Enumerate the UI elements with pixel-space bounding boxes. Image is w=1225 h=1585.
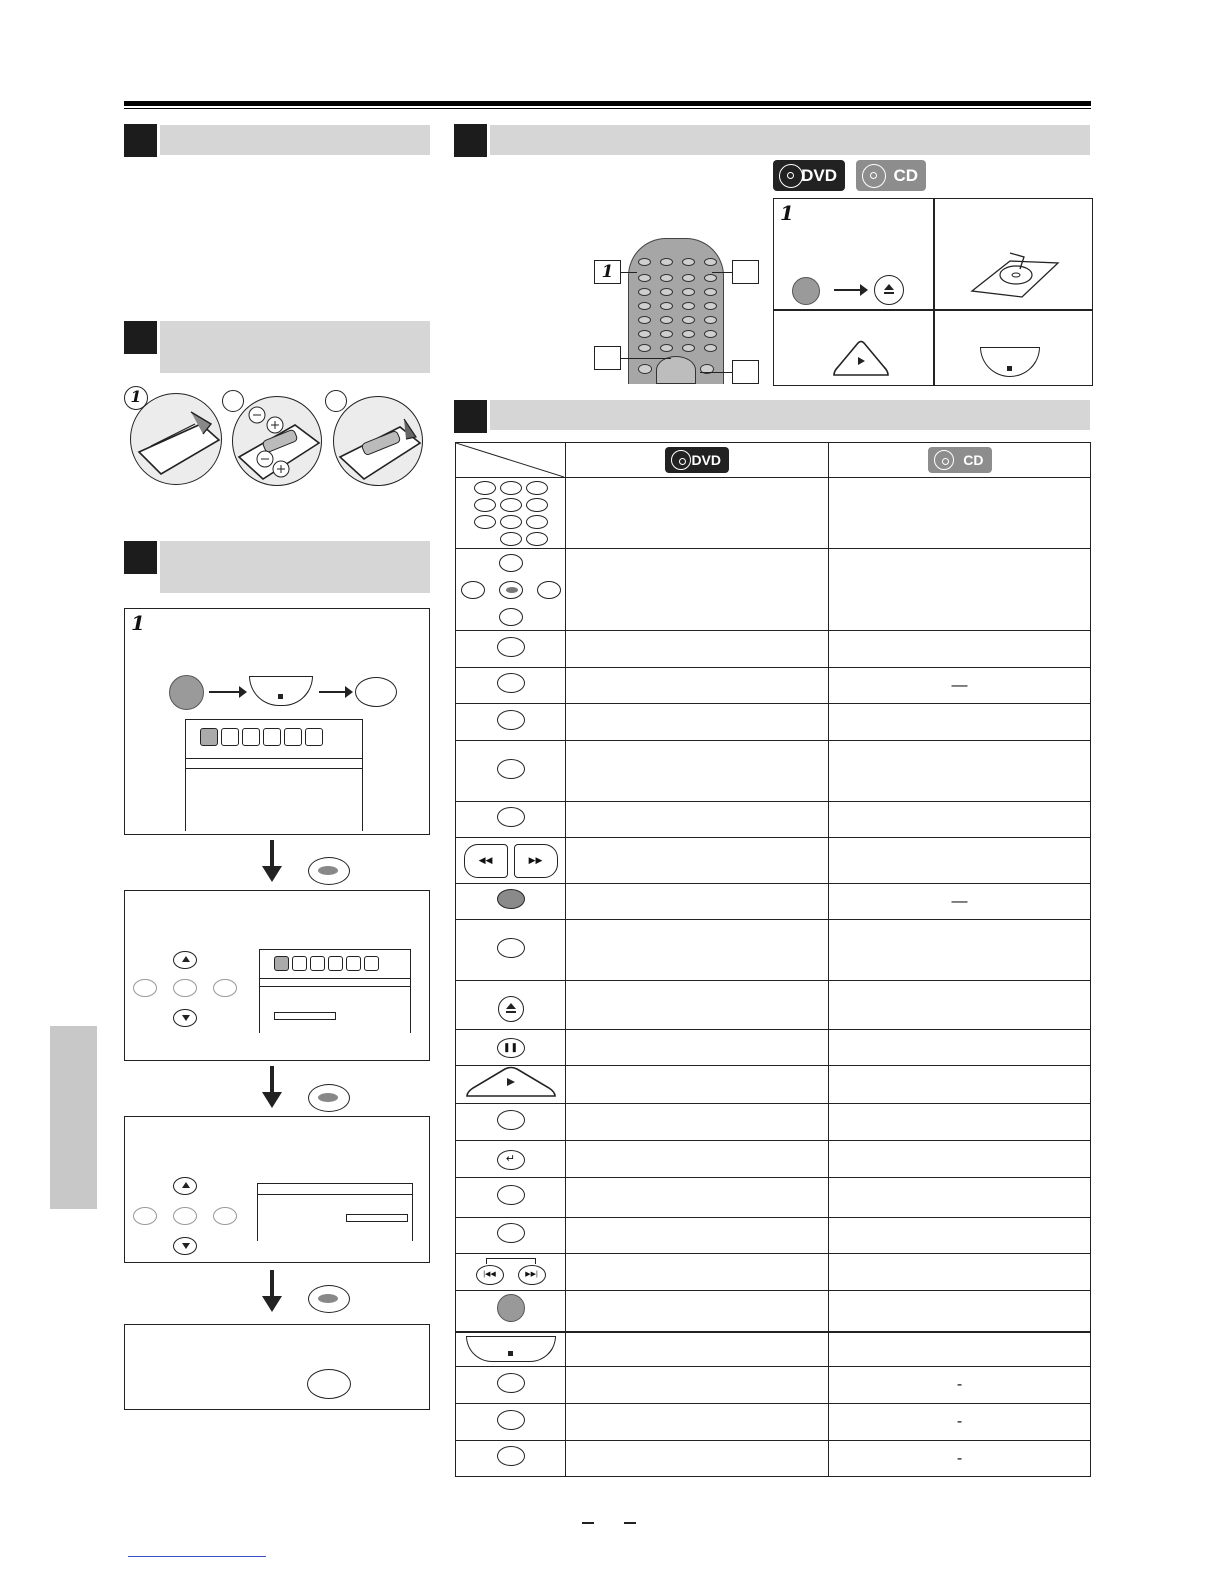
- section-bar-intro: [160, 125, 430, 155]
- row-dvd-cell: [566, 741, 829, 802]
- table-row: [456, 1254, 1091, 1291]
- cd-logo: CD: [928, 447, 992, 473]
- remote-key: [638, 302, 651, 310]
- cd-logo: CD: [856, 160, 926, 191]
- row-cd-cell: [829, 920, 1091, 981]
- row-cd-cell: -: [829, 1367, 1091, 1404]
- section-marker-battery: [124, 321, 157, 354]
- open-close-icon: [456, 981, 566, 1030]
- remote-key: [704, 316, 717, 324]
- row-cd-cell: [829, 802, 1091, 838]
- remote-key: [638, 344, 651, 352]
- enter-button-icon: [308, 857, 350, 885]
- cursor-left-icon: [133, 979, 157, 997]
- cursor-enter-icon: [173, 1207, 197, 1225]
- button-icon: [456, 668, 566, 704]
- cursor-down-icon: [173, 1009, 197, 1027]
- grey-button-icon: [456, 884, 566, 920]
- cd-column-header: [829, 443, 1091, 478]
- table-row: [456, 1332, 1091, 1367]
- section-bar-operations: [490, 400, 1090, 430]
- row-dvd-cell: [566, 884, 829, 920]
- row-cd-cell: [829, 631, 1091, 668]
- dvd-logo: DVD: [773, 160, 845, 191]
- row-dvd-cell: [566, 1030, 829, 1066]
- table-row: [456, 838, 1091, 884]
- setup-step-4-frame: [124, 1324, 430, 1410]
- remote-key: [704, 302, 717, 310]
- remote-key: [660, 258, 673, 266]
- row-dvd-cell: [566, 1066, 829, 1104]
- row-cd-cell: [829, 1030, 1091, 1066]
- table-row: [456, 802, 1091, 838]
- arrow-right-icon: [834, 289, 862, 291]
- top-rule: [124, 101, 1091, 106]
- row-dvd-cell: [566, 1218, 829, 1254]
- row-dvd-cell: [566, 668, 829, 704]
- table-row: [456, 1104, 1091, 1141]
- remote-key: [704, 288, 717, 296]
- remote-key: [638, 274, 651, 282]
- search-icon: ◀◀ ▶▶: [456, 838, 566, 884]
- remote-key: [638, 288, 651, 296]
- row-dvd-cell: [566, 1141, 829, 1178]
- battery-cover-close-illustration: [333, 396, 423, 486]
- button-icon: [456, 1404, 566, 1441]
- row-cd-cell: [829, 478, 1091, 549]
- page-number-dash-left: [582, 1522, 594, 1524]
- operations-table: [455, 442, 1091, 1477]
- battery-cover-open-illustration: [130, 393, 222, 485]
- top-rule-thin: [124, 108, 1091, 109]
- button-icon: [456, 1367, 566, 1404]
- row-cd-cell: -: [829, 1441, 1091, 1477]
- remote-key: [660, 330, 673, 338]
- remote-key: [682, 330, 695, 338]
- remote-key: [704, 258, 717, 266]
- arrow-right-icon: [209, 691, 243, 693]
- row-cd-cell: [829, 1254, 1091, 1291]
- remote-buttons: [628, 238, 724, 384]
- table-row: [456, 981, 1091, 1030]
- row-cd-cell: —: [829, 668, 1091, 704]
- row-cd-cell: -: [829, 1404, 1091, 1441]
- button-icon: [456, 1218, 566, 1254]
- table-row: [456, 1218, 1091, 1254]
- setup-step-3-frame: [124, 1116, 430, 1263]
- section-marker-operations: [454, 400, 487, 433]
- table-row: [456, 1441, 1091, 1477]
- row-cd-cell: [829, 741, 1091, 802]
- setup-button-icon: [307, 1369, 351, 1399]
- row-dvd-cell: [566, 981, 829, 1030]
- footer-link[interactable]: [128, 1556, 266, 1557]
- table-row: [456, 704, 1091, 741]
- battery-step-3-mark: [325, 390, 347, 412]
- remote-callout-1: 1: [594, 260, 621, 284]
- remote-key: [660, 274, 673, 282]
- setup-menu-screen: [185, 719, 363, 831]
- pause-icon: ❚❚: [456, 1030, 566, 1066]
- row-cd-cell: [829, 1332, 1091, 1367]
- side-tab: [50, 1026, 97, 1209]
- disc-insert-illustration: [970, 251, 1060, 301]
- setup-step-1-frame: [124, 608, 430, 835]
- playback-step-1-number: 1: [780, 201, 794, 225]
- row-dvd-cell: [566, 1254, 829, 1291]
- remote-key: [638, 258, 651, 266]
- table-row: [456, 1141, 1091, 1178]
- play-icon: [456, 1066, 566, 1104]
- battery-step-1-mark: 1: [124, 386, 148, 410]
- row-dvd-cell: [566, 631, 829, 668]
- section-bar-setup: [160, 541, 430, 593]
- number-keys-icon: [456, 478, 566, 549]
- cursor-up-icon: [173, 1177, 197, 1195]
- section-marker-playback: [454, 124, 487, 157]
- remote-key: [660, 288, 673, 296]
- table-row: [456, 631, 1091, 668]
- table-row: [456, 884, 1091, 920]
- button-icon: [456, 1441, 566, 1477]
- row-cd-cell: [829, 1291, 1091, 1332]
- remote-key: [638, 364, 652, 374]
- row-cd-cell: —: [829, 884, 1091, 920]
- page-number-dash-right: [624, 1522, 636, 1524]
- row-dvd-cell: [566, 802, 829, 838]
- return-icon: ↵: [456, 1141, 566, 1178]
- table-row: [456, 1291, 1091, 1332]
- remote-key: [704, 344, 717, 352]
- standby-icon: [456, 1291, 566, 1332]
- remote-key: [704, 330, 717, 338]
- row-dvd-cell: [566, 1441, 829, 1477]
- table-row: [456, 1178, 1091, 1218]
- button-icon: [456, 704, 566, 741]
- cursor-enter-icon: [173, 979, 197, 997]
- remote-key: [682, 316, 695, 324]
- row-dvd-cell: [566, 549, 829, 631]
- remote-key: [682, 274, 695, 282]
- play-icon: [832, 339, 890, 379]
- row-cd-cell: [829, 704, 1091, 741]
- row-cd-cell: [829, 549, 1091, 631]
- table-row: [456, 1404, 1091, 1441]
- section-bar-battery: [160, 321, 430, 373]
- remote-key: [682, 258, 695, 266]
- row-cd-cell: [829, 838, 1091, 884]
- button-icon: [456, 802, 566, 838]
- open-close-icon: [874, 275, 904, 305]
- row-dvd-cell: [566, 704, 829, 741]
- row-cd-cell: [829, 1104, 1091, 1141]
- table-row: [456, 478, 1091, 549]
- section-marker-setup: [124, 541, 157, 574]
- row-cd-cell: [829, 1218, 1091, 1254]
- section-bar-playback: [490, 125, 1090, 155]
- remote-callout-4: [732, 360, 759, 384]
- row-dvd-cell: [566, 920, 829, 981]
- dvd-column-header: [566, 443, 829, 478]
- remote-key: [638, 330, 651, 338]
- row-cd-cell: [829, 981, 1091, 1030]
- setup-step-1-number: 1: [131, 611, 145, 635]
- row-dvd-cell: [566, 1367, 829, 1404]
- cursor-up-icon: [173, 951, 197, 969]
- button-icon: [456, 631, 566, 668]
- battery-insert-illustration: [232, 396, 322, 486]
- cursor-left-icon: [133, 1207, 157, 1225]
- button-icon: [456, 920, 566, 981]
- stop-icon: [456, 1332, 566, 1367]
- button-icon: [456, 1104, 566, 1141]
- table-row: [456, 920, 1091, 981]
- table-row: [456, 549, 1091, 631]
- cursor-right-icon: [213, 1207, 237, 1225]
- remote-key: [682, 302, 695, 310]
- page-number: [600, 1512, 620, 1528]
- remote-key: [660, 316, 673, 324]
- enter-button-icon: [308, 1084, 350, 1112]
- table-row: [456, 1030, 1091, 1066]
- setup-option-screen: [257, 1183, 413, 1241]
- playback-steps-grid: [773, 198, 1093, 386]
- stop-icon: [980, 347, 1040, 377]
- setup-button-icon: [355, 677, 397, 707]
- skip-icon: |◀◀ ▶▶|: [456, 1254, 566, 1291]
- row-dvd-cell: [566, 1291, 829, 1332]
- standby-icon: [792, 277, 820, 305]
- row-dvd-cell: [566, 1178, 829, 1218]
- table-row: [456, 1367, 1091, 1404]
- remote-key: [638, 316, 651, 324]
- remote-callout-3: [594, 346, 621, 370]
- dvd-logo: DVD: [665, 447, 729, 473]
- row-cd-cell: [829, 1066, 1091, 1104]
- table-header-row: [456, 443, 1091, 478]
- row-dvd-cell: [566, 1404, 829, 1441]
- table-corner-cell: [456, 443, 566, 478]
- row-dvd-cell: [566, 1332, 829, 1367]
- remote-key: [704, 274, 717, 282]
- enter-button-icon: [308, 1285, 350, 1313]
- cursor-down-icon: [173, 1237, 197, 1255]
- table-row: [456, 668, 1091, 704]
- row-cd-cell: [829, 1141, 1091, 1178]
- table-row: [456, 1066, 1091, 1104]
- setup-step-2-frame: [124, 890, 430, 1061]
- remote-key: [682, 344, 695, 352]
- battery-step-2-mark: [222, 390, 244, 412]
- remote-callout-2: [732, 260, 759, 284]
- row-dvd-cell: [566, 1104, 829, 1141]
- setup-submenu-screen: [259, 949, 411, 1033]
- cursor-keys-icon: [456, 549, 566, 631]
- standby-icon: [169, 675, 204, 710]
- row-dvd-cell: [566, 478, 829, 549]
- remote-key: [660, 344, 673, 352]
- section-marker-intro: [124, 124, 157, 157]
- remote-key: [660, 302, 673, 310]
- button-icon: [456, 741, 566, 802]
- remote-key: [682, 288, 695, 296]
- remote-nav-pad: [656, 356, 696, 384]
- stop-icon: [249, 676, 313, 706]
- table-row: [456, 741, 1091, 802]
- row-cd-cell: [829, 1178, 1091, 1218]
- button-icon: [456, 1178, 566, 1218]
- cursor-right-icon: [213, 979, 237, 997]
- row-dvd-cell: [566, 838, 829, 884]
